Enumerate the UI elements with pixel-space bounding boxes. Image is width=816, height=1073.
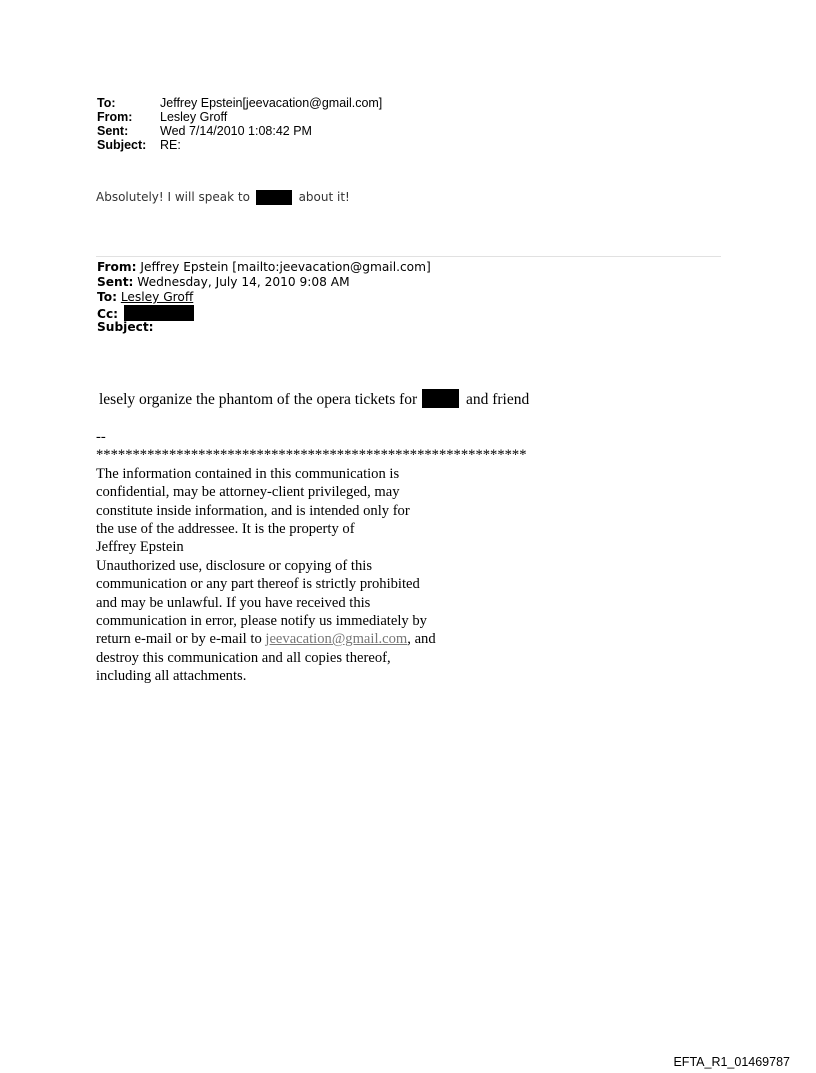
orig-sent-row [97,275,431,290]
orig-from-label: From: [97,260,137,274]
message-after: and friend [465,391,530,408]
disclaimer-return-suffix: , and [407,631,436,648]
redaction-box [256,190,292,205]
reply-after: about it! [298,190,350,204]
disclaimer-stars: *********************************************************** [96,447,527,464]
orig-cc-row [97,305,431,320]
disclaimer-line: communication or any part thereof is strictly prohibited [96,576,420,593]
disclaimer-line: constitute inside information, and is intended only for [96,502,410,519]
orig-subject-label: Subject: [97,320,154,334]
message-body [99,389,529,409]
redaction-box [124,305,194,321]
disclaimer-dashes: -- [96,429,106,445]
header-subject-value: RE: [160,138,181,152]
message-before: lesely organize the phantom of the opera tickets for [99,391,418,408]
header-from-label: From: [97,110,133,124]
header-from-value: Lesley Groff [160,110,228,124]
orig-sent-label: Sent: [97,275,134,289]
disclaimer-line: Jeffrey Epstein [96,539,184,556]
reply-before: Absolutely! I will speak to [96,190,250,204]
disclaimer-line: including all attachments. [96,668,247,685]
disclaimer-line: communication in error, please notify us immediately by [96,612,427,629]
disclaimer-return-line [96,630,527,648]
header-sent-value: Wed 7/14/2010 1:08:42 PM [160,124,312,138]
disclaimer-line: The information contained in this communication is [96,465,400,482]
disclaimer-return-prefix: return e-mail or by e-mail to [96,631,266,648]
disclaimer-line: confidential, may be attorney-client privileged, may [96,484,400,501]
header-sent-label: Sent: [97,124,129,138]
email-link[interactable]: jeevacation@gmail.com [265,631,408,648]
divider [96,256,721,257]
reply-text [96,190,350,205]
redaction-box [422,389,459,408]
header-to-value: Jeffrey Epstein[jeevacation@gmail.com] [160,96,383,110]
disclaimer [96,428,527,685]
orig-sent-value: Wednesday, July 14, 2010 9:08 AM [137,275,350,289]
original-message-header [97,260,431,335]
orig-to-row [97,290,431,305]
orig-cc-label: Cc: [97,307,119,321]
orig-to-label: To: [97,290,117,304]
orig-from-value: Jeffrey Epstein [mailto:jeevacation@gmail.com] [140,260,431,274]
orig-to-value: Lesley Groff [120,290,194,304]
disclaimer-line: and may be unlawful. If you have received this [96,594,371,611]
document-id: EFTA_R1_01469787 [673,1055,790,1069]
disclaimer-line: Unauthorized use, disclosure or copying of this [96,557,373,574]
header-to-label: To: [97,96,116,110]
disclaimer-line: destroy this communication and all copies thereof, [96,649,391,666]
orig-from-row [97,260,431,275]
orig-subject-row [97,320,431,335]
disclaimer-line: the use of the addressee. It is the property of [96,520,355,537]
header-subject-label: Subject: [97,138,147,152]
